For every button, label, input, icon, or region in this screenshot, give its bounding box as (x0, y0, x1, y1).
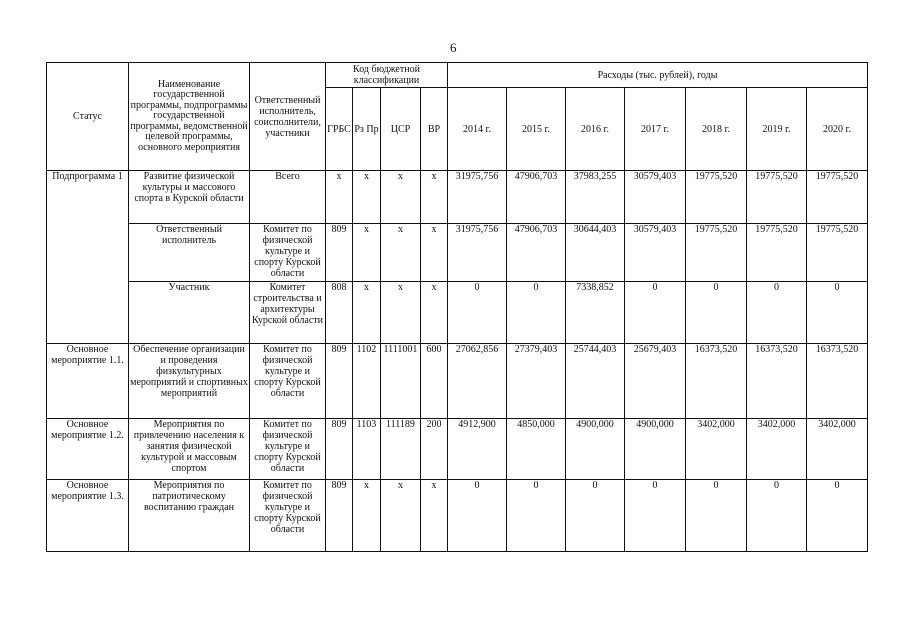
row-grbs: 809 (326, 224, 353, 282)
row-value: 30644,403 (566, 224, 625, 282)
row-csr: 1111001 (381, 344, 421, 419)
row-value: 47906,703 (507, 171, 566, 224)
row-value: 16373,520 (747, 344, 807, 419)
header-executor: Ответственный исполнитель, соисполнители, участники (250, 63, 326, 171)
header-year: 2014 г. (448, 88, 507, 171)
row-executor: Комитет по физической культуре и спорту Курской области (250, 344, 326, 419)
row-grbs: х (326, 171, 353, 224)
row-value: 4912,900 (448, 419, 507, 480)
row-value: 19775,520 (747, 224, 807, 282)
table-row (47, 171, 868, 224)
row-value: 37983,255 (566, 171, 625, 224)
row-rzpr: х (353, 224, 381, 282)
table-row (47, 480, 868, 552)
row-value: 0 (625, 282, 686, 344)
row-grbs: 809 (326, 344, 353, 419)
header-year: 2016 г. (566, 88, 625, 171)
row-csr: х (381, 171, 421, 224)
row-name: Участник (129, 282, 250, 344)
row-value: 0 (507, 480, 566, 552)
row-name: Мероприятия по патриотическому воспитанию граждан (129, 480, 250, 552)
row-value: 30579,403 (625, 171, 686, 224)
row-value: 16373,520 (686, 344, 747, 419)
row-value: 3402,000 (807, 419, 868, 480)
row-vr: 600 (421, 344, 448, 419)
row-value: 25744,403 (566, 344, 625, 419)
header-vr: ВР (421, 88, 448, 171)
header-rzpr: Рз Пр (353, 88, 381, 171)
row-value: 27062,856 (448, 344, 507, 419)
row-value: 4850,000 (507, 419, 566, 480)
row-value: 19775,520 (686, 224, 747, 282)
row-vr: х (421, 171, 448, 224)
table-row (47, 344, 868, 419)
table-row (47, 282, 868, 344)
row-value: 19775,520 (686, 171, 747, 224)
row-status: Основное мероприятие 1.1. (47, 344, 129, 419)
row-name: Ответственный исполнитель (129, 224, 250, 282)
row-grbs: 809 (326, 480, 353, 552)
header-year: 2019 г. (747, 88, 807, 171)
row-rzpr: х (353, 480, 381, 552)
row-csr: х (381, 282, 421, 344)
row-status: Основное мероприятие 1.3. (47, 480, 129, 552)
row-name: Развитие физической культуры и массового спорта в Курской области (129, 171, 250, 224)
row-executor: Комитет по физической культуре и спорту Курской области (250, 224, 326, 282)
row-grbs: 809 (326, 419, 353, 480)
row-value: 25679,403 (625, 344, 686, 419)
row-rzpr: х (353, 282, 381, 344)
row-value: 4900,000 (566, 419, 625, 480)
row-vr: х (421, 480, 448, 552)
header-status: Статус (47, 63, 129, 171)
row-value: 0 (686, 282, 747, 344)
row-name: Обеспечение организации и проведения физкультурных мероприятий и спортивных мероприятий (129, 344, 250, 419)
row-executor: Комитет по физической культуре и спорту Курской области (250, 419, 326, 480)
row-csr: 111189 (381, 419, 421, 480)
table-row (47, 419, 868, 480)
table-row (47, 224, 868, 282)
row-executor: Всего (250, 171, 326, 224)
row-csr: х (381, 224, 421, 282)
row-value: 7338,852 (566, 282, 625, 344)
row-value: 0 (747, 480, 807, 552)
row-value: 0 (807, 282, 868, 344)
row-value: 3402,000 (686, 419, 747, 480)
page-number: 6 (450, 40, 457, 55)
row-value: 30579,403 (625, 224, 686, 282)
row-value: 4900,000 (625, 419, 686, 480)
row-name: Мероприятия по привлечению населения к занятия физической культурой и массовым спортом (129, 419, 250, 480)
row-vr: х (421, 224, 448, 282)
row-csr: х (381, 480, 421, 552)
header-year: 2015 г. (507, 88, 566, 171)
row-rzpr: 1103 (353, 419, 381, 480)
header-year: 2020 г. (807, 88, 868, 171)
row-value: 27379,403 (507, 344, 566, 419)
header-csr: ЦСР (381, 88, 421, 171)
row-executor: Комитет строительства и архитектуры Курской области (250, 282, 326, 344)
row-value: 0 (566, 480, 625, 552)
row-grbs: 808 (326, 282, 353, 344)
row-rzpr: 1102 (353, 344, 381, 419)
row-status: Подпрограмма 1 (47, 171, 129, 344)
row-value: 0 (625, 480, 686, 552)
row-value: 0 (448, 282, 507, 344)
row-status: Основное мероприятие 1.2. (47, 419, 129, 480)
header-year: 2017 г. (625, 88, 686, 171)
budget-table (46, 62, 868, 552)
header-year: 2018 г. (686, 88, 747, 171)
row-value: 0 (507, 282, 566, 344)
row-value: 0 (448, 480, 507, 552)
row-value: 0 (686, 480, 747, 552)
header-expenses: Расходы (тыс. рублей), годы (448, 63, 868, 88)
row-executor: Комитет по физической культуре и спорту Курской области (250, 480, 326, 552)
row-value: 0 (807, 480, 868, 552)
row-value: 31975,756 (448, 224, 507, 282)
row-rzpr: х (353, 171, 381, 224)
row-value: 16373,520 (807, 344, 868, 419)
row-value: 31975,756 (448, 171, 507, 224)
row-value: 19775,520 (807, 171, 868, 224)
row-vr: 200 (421, 419, 448, 480)
row-value: 19775,520 (747, 171, 807, 224)
row-value: 19775,520 (807, 224, 868, 282)
header-name: Наименование государственной программы, подпрограммы государственной программы, ведомственной целевой программы, основного мероприятия (129, 63, 250, 171)
row-value: 47906,703 (507, 224, 566, 282)
row-vr: х (421, 282, 448, 344)
row-value: 3402,000 (747, 419, 807, 480)
header-grbs: ГРБС (326, 88, 353, 171)
header-budget-code: Код бюджетной классификации (326, 63, 448, 88)
row-value: 0 (747, 282, 807, 344)
